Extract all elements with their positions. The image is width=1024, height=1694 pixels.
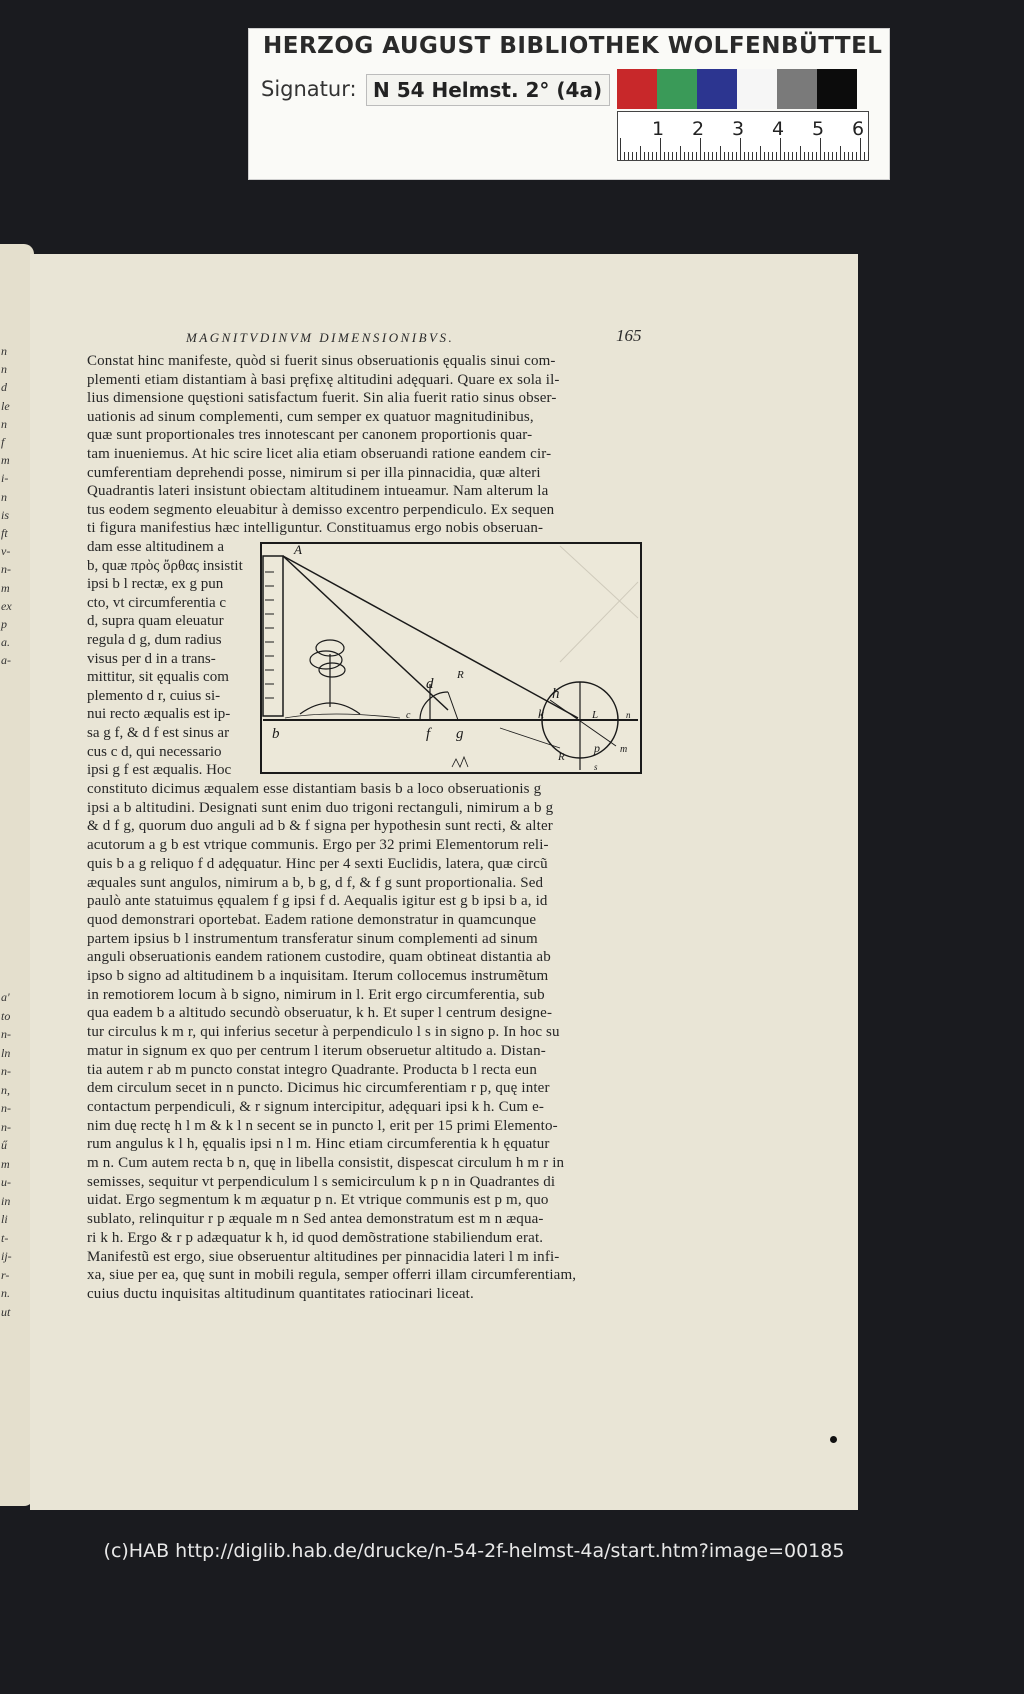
- book-page: [30, 254, 858, 1510]
- ruler-tick: [652, 152, 653, 160]
- ruler-tick: [812, 152, 813, 160]
- left-page-fragment: n-: [1, 1101, 11, 1115]
- ruler-number: 6: [852, 118, 865, 140]
- ruler-tick: [724, 152, 725, 160]
- ruler-tick: [840, 146, 841, 160]
- ruler-tick: [720, 146, 721, 160]
- ruler-tick: [768, 152, 769, 160]
- ruler-tick: [668, 152, 669, 160]
- left-page-fragment: v-: [1, 544, 11, 559]
- left-page-fragment: p: [1, 617, 7, 631]
- ruler-tick: [824, 152, 825, 160]
- running-head: MAGNITVDINVM DIMENSIONIBVS.: [186, 330, 455, 345]
- left-page-fragment: i-: [1, 471, 9, 486]
- ruler-number: 5: [812, 118, 825, 140]
- ruler-tick: [860, 138, 861, 160]
- color-patch: [817, 69, 857, 109]
- ruler-tick: [708, 152, 709, 160]
- text-line: æquales sunt angulos, nimirum a b, b g, d f, & f g sunt proportionalia. Sed: [87, 874, 544, 891]
- left-page-fragment: m: [1, 453, 10, 468]
- ruler-tick: [784, 152, 785, 160]
- label-p: p: [594, 741, 600, 755]
- label-h: h: [552, 686, 560, 702]
- ruler-tick: [832, 152, 833, 160]
- text-line: nui recto æqualis est ip-: [87, 706, 231, 723]
- text-line: tia autem r ab m puncto constat integro Quadrante. Producta b l recta eun: [87, 1061, 537, 1078]
- ruler-tick: [764, 152, 765, 160]
- text-line: uidat. Ergo segmentum k m æquatur p n. Et vtrique communis est p m, quo: [87, 1192, 549, 1209]
- text-line: sa g f, & d f est sinus ar: [87, 725, 230, 741]
- left-page-fragment: n: [1, 344, 7, 358]
- ruler-tick: [804, 152, 805, 160]
- text-line: d, supra quam eleuatur: [87, 613, 224, 630]
- text-line: ri k h. Ergo & r p adæquatur k h, id quod demõstratione stabiliendum erat.: [87, 1229, 544, 1246]
- text-line: lius dimensione quęstioni satisfactum fuerit. Sin alia fuerit ratio sinus obser-: [87, 390, 557, 407]
- copyright-footer: (c)HAB http://diglib.hab.de/drucke/n-54-2f-helmst-4a/start.htm?image=00185: [0, 1534, 948, 1568]
- text-line: cus c d, qui necessario: [87, 743, 222, 760]
- left-page-fragment: n,: [1, 1082, 10, 1097]
- label-r-upper: R: [457, 669, 464, 681]
- left-page-fragment: li: [1, 1212, 8, 1226]
- text-line: uationis ad sinum complementi, cum semper ex quatuor magnitudinibus,: [87, 408, 534, 425]
- left-page-fragment: m: [1, 580, 10, 595]
- text-line: partem ipsius b l instrumentum transferatur sinum complementi ad sinum: [87, 930, 538, 947]
- left-page-fragment: to: [1, 1008, 11, 1023]
- ruler-tick: [676, 152, 677, 160]
- text-line: plementi etiam distantiam à basi pręfixę altitudini adęquari. Quare ex sola il-: [87, 371, 560, 388]
- ruler-tick: [752, 152, 753, 160]
- label-c: c: [406, 710, 411, 721]
- left-page-fragment: n: [1, 489, 7, 504]
- ruler-tick: [756, 152, 757, 160]
- color-patch: [777, 69, 817, 109]
- text-line: qua eadem b a altitudo secundò obseruatur, k h. Et super l centrum designe-: [87, 1005, 553, 1022]
- left-page-fragment: a-: [1, 653, 11, 668]
- left-page-fragment: f: [1, 435, 5, 449]
- ruler-tick: [808, 152, 809, 160]
- left-page-fragment: ex: [1, 598, 12, 613]
- ruler-tick: [636, 152, 637, 160]
- text-line: ipsi a b altitudini. Designati sunt enim duo trigoni rectanguli, nimirum a b g: [87, 799, 554, 816]
- left-page-fragment: a.: [1, 635, 10, 650]
- left-page-fragment: is: [1, 507, 10, 522]
- left-page-fragment: n.: [1, 1286, 10, 1300]
- left-page-fragment: n-: [1, 1027, 11, 1041]
- text-line: ti figura manifestius hæc intelliguntur. Constituamus ergo nobis obseruan-: [87, 520, 544, 537]
- text-line: Constat hinc manifeste, quòd si fuerit sinus obseruationis ęqualis sinui com-: [87, 353, 556, 369]
- label-k: k: [538, 706, 544, 721]
- text-line: & d f g, quorum duo anguli ad b & f signa per hypothesin sunt recti, & alter: [87, 818, 553, 835]
- left-facing-page-edge: [0, 244, 34, 1506]
- text-line: constituto dicimus æqualem esse distantiam basis b a loco obseruationis g: [87, 781, 542, 797]
- text-line: sublato, relinquitur r p æquale m n Sed antea demonstratum est m n æqua-: [87, 1211, 544, 1228]
- ruler-tick: [852, 152, 853, 160]
- text-line: ipsi g f est æqualis. Hoc: [87, 762, 232, 779]
- ruler-tick: [820, 138, 821, 160]
- ruler-tick: [680, 146, 681, 160]
- left-page-fragment: n-: [1, 1119, 11, 1134]
- ruler-tick: [672, 152, 673, 160]
- color-patch: [617, 69, 657, 109]
- left-page-fragment: m: [1, 1156, 10, 1171]
- ruler-tick: [700, 138, 701, 160]
- ruler-tick: [828, 152, 829, 160]
- ruler-tick: [620, 138, 621, 160]
- text-line: paulò ante statuimus ęqualem f g ipsi f d. Aequalis igitur est g b ipsi b a, id: [87, 893, 548, 910]
- ruler-tick: [728, 152, 729, 160]
- left-page-fragment: ln: [1, 1045, 11, 1060]
- text-line: tus eodem segmento eleuabitur à demisso excentro perpendiculo. Ex sequen: [87, 501, 555, 518]
- ruler-tick: [864, 152, 865, 160]
- left-page-fragment: n-: [1, 1064, 11, 1078]
- ruler-tick: [748, 152, 749, 160]
- left-page-fragment: ű: [1, 1138, 7, 1152]
- text-line: plemento d r, cuius si-: [87, 687, 221, 704]
- text-line: regula d g, dum radius: [87, 632, 222, 648]
- left-page-fragment: n: [1, 416, 7, 431]
- text-line: b, quæ πρὸς ὄρθας insistit: [87, 557, 243, 574]
- text-line: Manifestũ est ergo, siue obseruentur altitudines per pinnacidia lateri l m infi-: [87, 1248, 560, 1265]
- ruler-number: 1: [652, 118, 665, 140]
- label-f: f: [426, 726, 431, 742]
- ruler-tick: [684, 152, 685, 160]
- text-line: quæ sunt proportionales tres innotescant per canonem proportionis quar-: [87, 427, 533, 444]
- ruler-tick: [640, 146, 641, 160]
- ruler-tick: [868, 152, 869, 160]
- ruler-tick: [716, 152, 717, 160]
- left-page-fragment: in: [1, 1193, 11, 1208]
- text-line: rum angulus k l h, ęqualis ipsi n l m. Hinc etiam circumferentia k h ęquatur: [87, 1136, 550, 1153]
- ruler-tick: [624, 152, 625, 160]
- ruler-tick: [788, 152, 789, 160]
- ruler-tick: [732, 152, 733, 160]
- left-page-fragment: n: [1, 362, 7, 377]
- ruler-tick: [816, 152, 817, 160]
- left-page-fragment: ij-: [1, 1249, 12, 1263]
- color-patch: [737, 69, 777, 109]
- text-line: visus per d in a trans-: [87, 650, 216, 667]
- text-line: mittitur, sit ęqualis com: [87, 669, 229, 686]
- label-n: n: [626, 710, 631, 720]
- ruler-number: 2: [692, 118, 705, 140]
- left-page-fragment: t-: [1, 1230, 9, 1245]
- label-a: A: [294, 542, 302, 557]
- ruler-tick: [848, 152, 849, 160]
- label-d: d: [426, 676, 434, 692]
- left-page-fragment: le: [1, 398, 10, 413]
- text-line: contactum perpendiculi, & r signum intercipitur, adęquari ipsi k h. Cum e-: [87, 1098, 545, 1115]
- ruler-tick: [796, 152, 797, 160]
- ruler-tick: [776, 152, 777, 160]
- left-page-fragment: ut: [1, 1304, 11, 1319]
- text-line: anguli obseruationis eandem rationem custodire, quam obtineat distantia ab: [87, 949, 551, 966]
- page-number: 165: [616, 326, 642, 345]
- geometric-figure: [260, 542, 642, 774]
- label-b: b: [272, 726, 280, 742]
- ruler-number: 3: [732, 118, 745, 140]
- left-page-fragment: r-: [1, 1267, 10, 1282]
- text-line: quis b a g reliquo f d adęquatur. Hinc per 4 sexti Euclidis, latera, quæ circũ: [87, 855, 548, 872]
- text-line: in remotiorem locum à b signo, nimirum in l. Erit ergo circumferentia, sub: [87, 986, 545, 1003]
- ruler-tick: [648, 152, 649, 160]
- ruler-tick: [644, 152, 645, 160]
- text-line: cumferentiam deprehendi posse, nimirum si per illa pinnacidia, quæ alteri: [87, 464, 541, 481]
- ruler-tick: [856, 152, 857, 160]
- text-line: quod demonstrari oportebat. Eadem ratione demonstratur in quamcunque: [87, 911, 537, 928]
- text-line: xa, siue per ea, quę sunt in mobili regula, semper offerri illam circumferentiam,: [87, 1267, 577, 1284]
- label-g: g: [456, 726, 464, 742]
- library-label-card: [248, 28, 890, 180]
- ruler-tick: [660, 138, 661, 160]
- ruler-tick: [664, 152, 665, 160]
- left-page-fragment: d: [1, 380, 7, 395]
- text-line: semisses, sequitur vt perpendiculum l s semicirculum k p n in Quadrantes di: [87, 1173, 556, 1190]
- ruler-tick: [780, 138, 781, 160]
- ruler-tick: [696, 152, 697, 160]
- text-line: acutorum a g b est vtrique communis. Ergo per 32 primi Elementorum reli-: [87, 837, 549, 854]
- label-m: m: [620, 744, 628, 755]
- ruler-number: 4: [772, 118, 785, 140]
- ruler-tick: [712, 152, 713, 160]
- ruler-tick: [692, 152, 693, 160]
- color-patch: [657, 69, 697, 109]
- text-line: dam esse altitudinem a: [87, 539, 225, 555]
- color-patch: [697, 69, 737, 109]
- library-name: HERZOG AUGUST BIBLIOTHEK WOLFENBÜTTEL: [263, 33, 883, 59]
- text-line: ipso b signo ad altitudinem b a inquisitam. Iterum collocemus instrumẽtum: [87, 968, 549, 984]
- text-line: m n. Cum autem recta b n, quę in libella consistit, dispescat circulum h m r in: [87, 1155, 565, 1171]
- ruler-tick: [800, 146, 801, 160]
- signatur-value: N 54 Helmst. 2° (4a): [366, 74, 610, 106]
- signatur-label: Signatur:: [261, 77, 357, 101]
- text-line: nim duę rectę h l m & k l n secent se in puncto l, erit per 15 primi Elemento-: [87, 1117, 558, 1134]
- ruler-tick: [744, 152, 745, 160]
- label-l: L: [592, 709, 599, 721]
- text-line: tam inueniemus. At hic scire licet alia etiam obseruandi ratione eandem cir-: [87, 446, 552, 462]
- left-page-fragment: u-: [1, 1175, 11, 1189]
- text-line: tur circulus k m r, qui inferius secetur à perpendiculo l s in signo p. In hoc su: [87, 1024, 560, 1041]
- left-page-fragment: n-: [1, 562, 11, 577]
- ink-dot: [830, 1436, 837, 1443]
- ruler-tick: [656, 152, 657, 160]
- text-line: ipsi b l rectæ, ex g pun: [87, 576, 224, 593]
- text-line: matur in signum ex quo per centrum l iterum obseruetur altitudo a. Distan-: [87, 1042, 546, 1059]
- scale-ruler: [617, 111, 869, 161]
- ruler-tick: [836, 152, 837, 160]
- ruler-tick: [704, 152, 705, 160]
- ruler-tick: [628, 152, 629, 160]
- text-line: dem circulum secet in n puncto. Dicimus hic circumferentiam r p, quę inter: [87, 1080, 550, 1097]
- text-line: cto, vt circumferentia c: [87, 594, 227, 611]
- ruler-tick: [760, 146, 761, 160]
- text-line: Quadrantis lateri insistunt obiectam altitudinem intueamur. Nam alterum la: [87, 483, 549, 500]
- left-page-fragment: a': [1, 990, 10, 1004]
- color-calibration-strip: [617, 69, 857, 109]
- label-r-lower: R: [558, 751, 565, 763]
- figure-frame: [261, 543, 641, 773]
- left-page-fragment: ft: [1, 526, 8, 540]
- ruler-tick: [632, 152, 633, 160]
- text-line: cuius ductu inquisitas altitudinum quantitates ratiocinari liceat.: [87, 1285, 474, 1302]
- label-s: s: [594, 762, 598, 772]
- ruler-tick: [688, 152, 689, 160]
- ruler-tick: [772, 152, 773, 160]
- ruler-tick: [792, 152, 793, 160]
- ruler-tick: [844, 152, 845, 160]
- ruler-tick: [736, 152, 737, 160]
- ruler-tick: [740, 138, 741, 160]
